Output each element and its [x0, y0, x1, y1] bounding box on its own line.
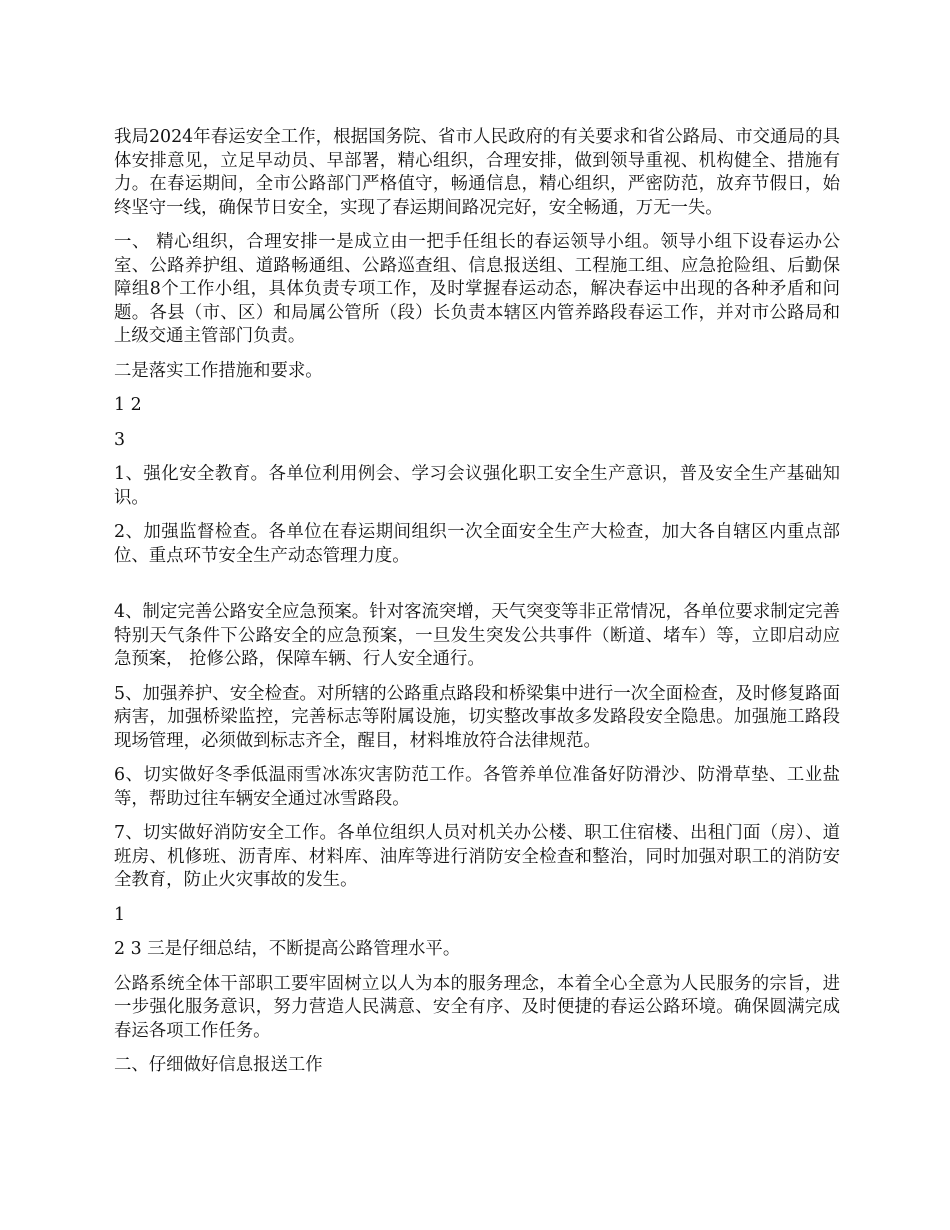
paragraph-summary-heading: 2 3 三是仔细总结，不断提高公路管理水平。 — [114, 939, 461, 959]
paragraph-item-5: 5、加强养护、安全检查。对所辖的公路重点路段和桥梁集中进行一次全面检查，及时修复路面病害，加强桥梁监控，完善标志等附属设施，切实整改事故多发路段安全隐患。加强施工路段现场管理，必须做到标志齐全，醒目，材料堆放符合法律规范。 — [114, 683, 840, 751]
paragraph-item-1: 1、强化安全教育。各单位利用例会、学习会议强化职工安全生产意识，普及安全生产基础知识。 — [114, 464, 840, 508]
paragraph-item-4: 4、制定完善公路安全应急预案。针对客流突增，天气突变等非正常情况，各单位要求制定完善特别天气条件下公路安全的应急预案，一旦发生突发公共事件（断道、堵车）等，立即启动应急预案， 抢修公路，保障车辆、行人安全通行。 — [114, 602, 840, 669]
paragraph-measures-heading: 二是落实工作措施和要求。 — [114, 360, 323, 381]
paragraph-item-6: 6、切实做好冬季低温雨雪冰冻灾害防范工作。各管养单位准备好防滑沙、防滑草垫、工业盐等，帮助过往车辆安全通过冰雪路段。 — [114, 765, 840, 809]
paragraph-intro: 我局2024年春运安全工作，根据国务院、省市人民政府的有关要求和省公路局、市交通局的具体安排意见，立足早动员、早部署，精心组织，合理安排，做到领导重视、机构健全、措施有力。在春运期间，全市公路部门严格值守，畅通信息，精心组织，严密防范，放弃节假日，始终坚守一线，确保节日安全，实现了春运期间路况完好，安全畅通，万无一失。 — [114, 127, 840, 218]
paragraph-section-1: 一、 精心组织，合理安排一是成立由一把手任组长的春运领导小组。领导小组下设春运办公室、公路养护组、道路畅通组、公路巡查组、信息报送组、工程施工组、应急抢险组、后勤保障组8个工作小组，具体负责专项工作，及时掌握春运动态，解决春运中出现的各种矛盾和问题。各县（市、区）和局属公管所（段）长负责本辖区内管养路段春运工作，并对市公路局和上级交通主管部门负责。 — [114, 232, 840, 346]
paragraph-section-2-heading: 二、仔细做好信息报送工作 — [114, 1055, 323, 1075]
document-body — [114, 126, 840, 1089]
paragraph-number-fragment: 3 — [114, 429, 126, 450]
paragraph-number-fragment: 1 2 — [114, 395, 142, 415]
paragraph-item-2: 2、加强监督检查。各单位在春运期间组织一次全面安全生产大检查，加大各自辖区内重点部位、重点环节安全生产动态管理力度。 — [114, 522, 840, 566]
paragraph-number-fragment: 1 — [114, 904, 126, 925]
blank-gap — [114, 579, 840, 601]
paragraph-service-concept: 公路系统全体干部职工要牢固树立以人为本的服务理念，本着全心全意为人民服务的宗旨，进一步强化服务意识，努力营造人民满意、安全有序、及时便捷的春运公路环境。确保圆满完成春运各项工作任务。 — [114, 973, 840, 1041]
paragraph-item-7: 7、切实做好消防安全工作。各单位组织人员对机关办公楼、职工住宿楼、出租门面（房）、道班房、机修班、沥青库、材料库、油库等进行消防安全检查和整治，同时加强对职工的消防安全教育，防止火灾事故的发生。 — [114, 823, 840, 890]
